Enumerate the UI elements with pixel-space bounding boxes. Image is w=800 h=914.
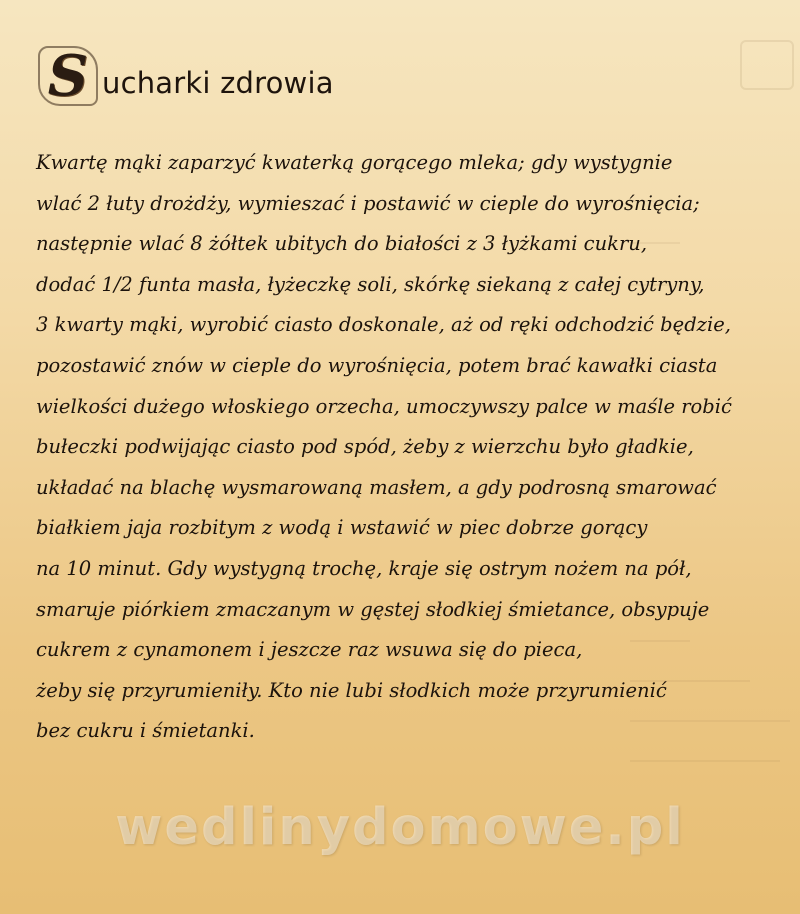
recipe-line: wlać 2 łuty drożdży, wymieszać i postawić w cieple do wyrośnięcia; — [36, 191, 700, 215]
ornate-drop-cap — [36, 44, 100, 108]
recipe-line: następnie wlać 8 żółtek ubitych do białości z 3 łyżkami cukru, — [36, 232, 648, 256]
recipe-title-text: ucharki zdrowia — [102, 66, 334, 100]
recipe-line: żeby się przyrumieniły. Kto nie lubi słodkich może przyrumienić — [36, 678, 667, 702]
recipe-line: wielkości dużego włoskiego orzecha, umoczywszy palce w maśle robić — [36, 394, 732, 418]
recipe-line: Kwartę mąki zaparzyć kwaterką gorącego mleka; gdy wystygnie — [36, 151, 673, 174]
recipe-body — [36, 143, 776, 752]
recipe-line: cukrem z cynamonem i jeszcze raz wsuwa się do pieca, — [36, 638, 583, 662]
recipe-line: smaruje piórkiem zmaczanym w gęstej słodkiej śmietance, obsypuje — [36, 597, 710, 621]
recipe-line: bułeczki podwijając ciasto pod spód, żeby z wierzchu było gładkie, — [36, 435, 694, 459]
recipe-line: białkiem jaja rozbitym z wodą i wstawić w piec dobrze gorący — [36, 516, 648, 540]
recipe-line: układać na blachę wysmarowaną masłem, a gdy podrosną smarować — [36, 475, 717, 499]
recipe-line: bez cukru i śmietanki. — [36, 719, 255, 743]
bleed-through-ornament — [740, 40, 794, 90]
recipe-title — [36, 38, 334, 108]
drop-cap-flourish — [38, 43, 98, 109]
site-watermark: wedlinydomowe.pl — [115, 798, 685, 857]
recipe-line: pozostawić znów w cieple do wyrośnięcia, potem brać kawałki ciasta — [36, 353, 718, 377]
recipe-line: na 10 minut. Gdy wystygną trochę, kraje się ostrym nożem na pół, — [36, 556, 692, 580]
recipe-line: 3 kwarty mąki, wyrobić ciasto doskonale, aż od ręki odchodzić będzie, — [36, 313, 731, 337]
drop-cap-letter: S — [47, 43, 89, 109]
recipe-line: dodać 1/2 funta masła, łyżeczkę soli, skórkę siekaną z całej cytryny, — [36, 272, 705, 296]
